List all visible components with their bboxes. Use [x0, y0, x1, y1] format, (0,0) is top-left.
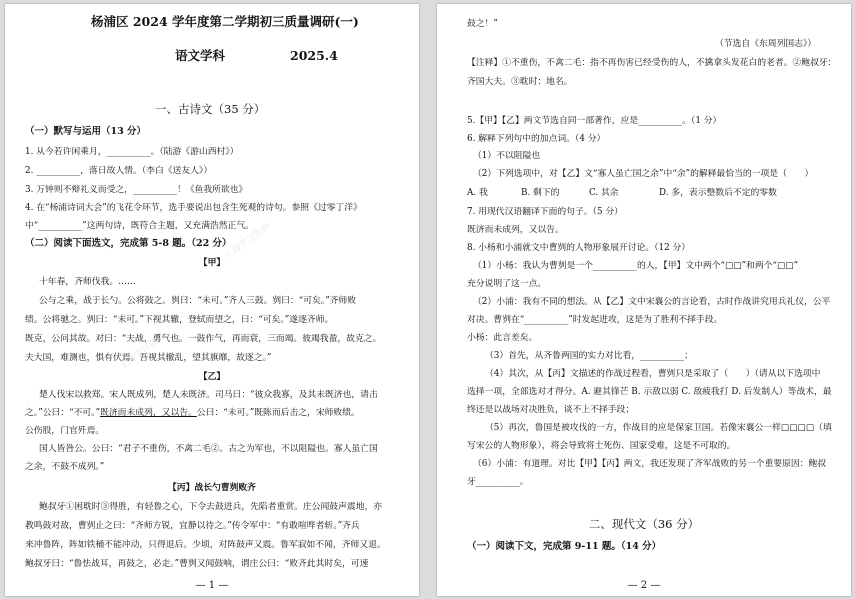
question-8-part6: （6）小浦：有道理。对比【甲】【丙】两文，我还发现了齐军战败的另一个重要原因：鲍叔 [473, 459, 827, 469]
question-6: 6. 解释下列句中的加点词。（4 分） [467, 134, 606, 144]
passage-continued: 鼓之！” [467, 19, 498, 29]
question-6-option-a: A. 我 [467, 188, 488, 198]
part-title-1: （一）默写与运用（13 分） [25, 126, 147, 137]
question-7: 7. 用现代汉语翻译下面的句子。（5 分） [467, 207, 623, 217]
question-4-line2: 中“__________”这两句诗，既符合主题，又充满浩然正气。 [25, 221, 254, 231]
question-3: 3. 万钟则不辩礼义而受之，__________！《鱼我所欲也》 [25, 185, 248, 195]
footnote-line1: 【注释】①不重伤，不禽二毛：指不再伤害已经受伤的人，不擒拿头发花白的老者。②鲍叔牙： [467, 58, 837, 68]
section-title-2: 二、现代文（36 分） [588, 517, 700, 531]
passage-yi-line: 公伤股，门官歼焉。 [25, 426, 105, 436]
question-4-line1: 4. 在“杨浦诗词大会”的飞花令环节，选手要说出包含生死观的诗句。参照《过零丁洋》 [25, 203, 362, 213]
question-8-part5: （5）再次，鲁国是被攻伐的一方，作战目的应是保家卫国。若像宋襄公一样□□□□（填 [485, 423, 832, 433]
question-1: 1. 从今若许闲乘月，__________。（陆游《游山西村》） [25, 147, 239, 157]
passage-yi-line: 国人皆咎公。公曰：“君子不重伤，不禽二毛②。古之为军也，不以阻隘也。寡人虽亡国 [39, 444, 378, 454]
page-number: — 1 — [195, 580, 229, 591]
passage-bing-line: 鲍叔牙曰：“鲁怯战耳，再鼓之，必走。”曹刿又闻鼓响，谓庄公曰：“败齐此其时矣，可速 [25, 559, 369, 569]
passage-yi-label: 【乙】 [198, 372, 226, 382]
passage-jia-line: 公与之乘，战于长勺。公将鼓之。刿曰：“未可。”齐人三鼓。刿曰：“可矣。”齐师败 [39, 296, 357, 306]
question-2: 2. __________，落日故人情。（李白《送友人》） [25, 166, 213, 176]
passage-yi-line: 楚人伐宋以救郑。宋人既成列，楚人未既济。司马曰：“彼众我寡，及其未既济也，请击 [39, 390, 378, 400]
passage-bing-line: 来冲鲁阵，阵如铁桶不能冲动，只得退后。少顷，对阵鼓声又震。鲁军寂如不闻，齐师又退。 [25, 540, 386, 550]
passage-bing-title: 【丙】战长勺曹刿败齐 [168, 483, 256, 493]
passage-jia-line: 夫大国，难测也，惧有伏焉。吾视其辙乱，望其旗靡，故逐之。” [25, 353, 272, 363]
passage-bing-line: 鲍叔牙①困耽时③得胜，有轻鲁之心，下令去鼓进兵，先陷者重赏。庄公闻鼓声震地，亦 [39, 502, 383, 512]
passage-jia-line: 既克，公问其故。对曰：“夫战，勇气也。一鼓作气，再而衰，三而竭。彼竭我盈，故克之。 [25, 334, 382, 344]
question-8-part4-cont: 选择一项，全部选对才得分。A. 避其锋芒 B. 示敌以弱 C. 敌疲我打 D. 后发制人）等战术，最 [467, 387, 832, 397]
question-8-part2-cont: 对决。曹刿在“__________”时发起进攻，这是为了胜利不择手段。 [467, 315, 723, 325]
page-number: — 2 — [627, 580, 661, 591]
question-7-sentence: 既济而未成列，又以告。 [467, 225, 564, 235]
exam-header: 杨浦区 2024 学年度第二学期初三质量调研(一) [91, 14, 359, 29]
question-6-part2: （2）下列选项中，对【乙】文“寡人虽亡国之余”中“余”的解释最恰当的一项是（ ） [473, 169, 814, 179]
footnote-line2: 齐国大夫。③耽时：地名。 [467, 77, 573, 87]
question-8-part3: （3）首先，从齐鲁两国的实力对比看，__________； [485, 351, 693, 361]
watermark: 上海学习资料 [222, 222, 273, 262]
question-8-part6-cont: 牙__________。 [467, 477, 529, 487]
part-title-2: （二）阅读下面选文，完成第 5-8 题。（22 分） [25, 238, 232, 249]
exam-date: 2025.4 [290, 48, 338, 63]
subject-label: 语文学科 [175, 48, 226, 63]
passage-jia-line: 十年春，齐师伐我。…… [39, 277, 136, 287]
passage-bing-line: 教鸣鼓对敌，曹刿止之曰：“齐师方锐，宜静以待之。”传令军中：“有敢喧哗者斩。”齐兵 [25, 521, 360, 531]
passage-source: （节选自《东周列国志》） [715, 39, 817, 49]
question-6-part1: （1）不以阻隘也 [473, 151, 541, 161]
question-8-part1: （1）小杨：我认为曹刿是一个__________的人，【甲】文中两个“□□”和两个“□□” [473, 261, 799, 271]
section-title-1: 一、古诗文（35 分） [155, 102, 266, 116]
passage-jia-line: 绩。公将驰之。刿曰：“未可。”下视其辙，登轼而望之，曰：“可矣。”遂逐齐师。 [25, 315, 334, 325]
question-8-part5-cont: 写宋公的人物形象），将会导致将士死伤、国家受难，这是不可取的。 [467, 441, 736, 451]
question-8-part4: （4）其次，从【丙】文描述的作战过程看，曹刿只是采取了（ ）（请从以下选项中 [485, 369, 821, 379]
watermark: 上海学习资料 [117, 332, 168, 372]
question-8-reply: 小杨：此言差矣。 [467, 333, 538, 343]
question-8-part4-cont2: 终还是以战场对决胜负，谈不上不择手段； [467, 405, 635, 415]
passage-yi-line: 之余，不鼓不成列。” [25, 462, 105, 472]
watermark: 上海学习资料 [599, 292, 650, 332]
question-6-option-c: C. 其余 [589, 188, 619, 198]
yi-line2-end: 公曰：“未可。”既陈而后击之，宋师败绩。 [196, 408, 360, 418]
part-title-modern: （一）阅读下文，完成第 9-11 题。（14 分） [467, 541, 662, 552]
question-8: 8. 小杨和小浦就文中曹刿的人物形象展开讨论。（12 分） [467, 243, 691, 253]
yi-line2-start: 之。”公曰：“不可。” [25, 408, 101, 418]
page-one [5, 4, 419, 596]
question-5: 5.【甲】【乙】两文节选自同一部著作，应是__________。（1 分） [467, 116, 722, 126]
question-6-option-d: D. 多，表示整数后不定的零数 [659, 188, 777, 198]
page-two [437, 4, 851, 596]
passage-yi-line [25, 407, 360, 419]
question-8-part2: （2）小浦：我有不同的想法。从【乙】文中宋襄公的言论看，古时作战讲究用兵礼仪，公平 [473, 297, 831, 307]
question-6-option-b: B. 剩下的 [521, 188, 560, 198]
passage-jia-label: 【甲】 [198, 258, 226, 268]
question-8-part1-cont: 充分说明了这一点。 [467, 279, 547, 289]
yi-underlined-sentence: 既济而未成列，又以告。 [100, 408, 197, 418]
